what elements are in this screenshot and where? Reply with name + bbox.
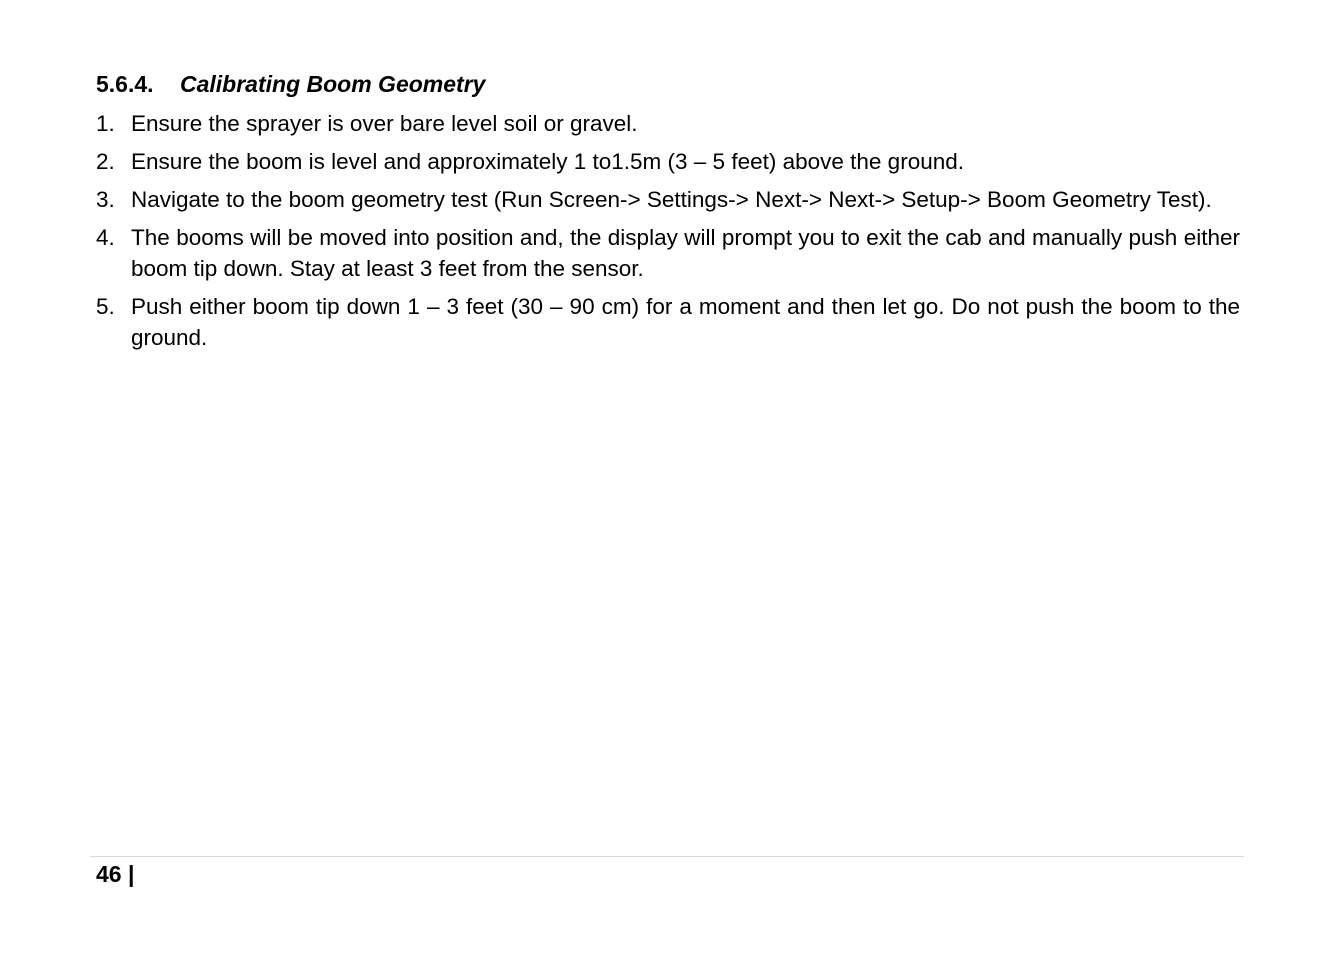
section-number: 5.6.4. xyxy=(96,71,154,97)
step-item xyxy=(96,108,1240,139)
footer-divider xyxy=(90,856,1244,857)
step-text: Ensure the boom is level and approximately 1 to1.5m (3 – 5 feet) above the ground. xyxy=(131,149,964,174)
page-number: 46 | xyxy=(96,861,135,887)
steps-list xyxy=(96,108,1240,360)
step-text: Ensure the sprayer is over bare level soil or gravel. xyxy=(131,111,638,136)
step-text: The booms will be moved into position and, the display will prompt you to exit the cab and manually push either boom tip down. Stay at least 3 feet from the sensor. xyxy=(131,225,1240,281)
step-marker: 1. xyxy=(96,111,115,136)
step-item xyxy=(96,184,1240,215)
step-marker: 2. xyxy=(96,149,115,174)
step-item xyxy=(96,146,1240,177)
section-heading xyxy=(96,68,485,100)
step-marker: 5. xyxy=(96,294,115,319)
step-marker: 3. xyxy=(96,187,115,212)
step-text: Navigate to the boom geometry test (Run Screen-> Settings-> Next-> Next-> Setup-> Boom Geometry Test). xyxy=(131,187,1212,212)
step-item xyxy=(96,222,1240,284)
step-text: Push either boom tip down 1 – 3 feet (30 – 90 cm) for a moment and then let go. Do not push the boom to the ground. xyxy=(131,294,1240,350)
step-marker: 4. xyxy=(96,225,115,250)
section-title: Calibrating Boom Geometry xyxy=(180,71,486,97)
step-item xyxy=(96,291,1240,353)
